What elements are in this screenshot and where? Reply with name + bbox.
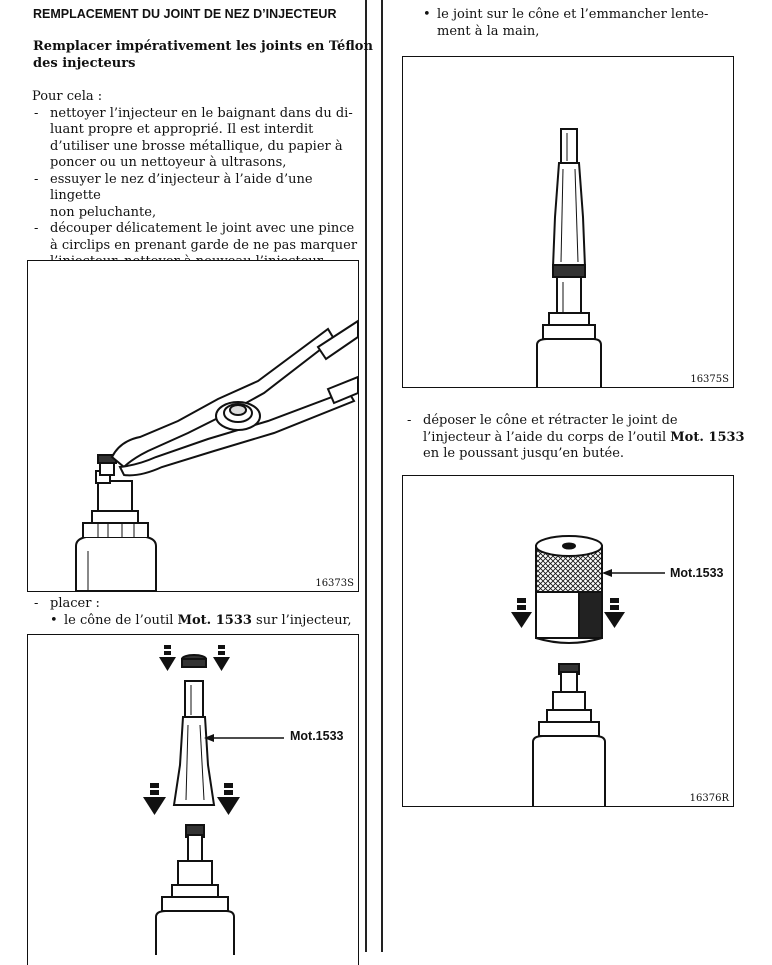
right-step-text — [405, 413, 750, 463]
tool-label: Mot.1533 — [670, 566, 724, 580]
tool-label: Mot.1533 — [290, 729, 344, 743]
joint-cone-illustration — [403, 57, 733, 387]
figure-joint-on-cone — [402, 56, 734, 388]
cone-tool-illustration — [28, 635, 358, 955]
list-line: poncer ou un nettoyeur à ultrasons, — [50, 155, 287, 170]
teflon-warning — [33, 38, 373, 72]
list-line: non peluchante, — [50, 204, 157, 220]
bullet-cone — [32, 613, 362, 630]
cone-text: le cône de l’outil — [64, 612, 178, 628]
step-text: l’injecteur à l’aide du corps de l’outil — [423, 429, 671, 445]
right-top-text — [405, 7, 745, 40]
joint-line-2: ment à la main, — [437, 23, 540, 39]
procedure-text — [32, 89, 362, 271]
pliers-injector-illustration — [28, 261, 358, 591]
section-heading: REMPLACEMENT DU JOINT DE NEZ D’INJECTEUR — [33, 7, 337, 21]
list-line: - nettoyer l’injecteur en le baignant dans du di- — [50, 105, 353, 121]
list-line: à circlips en prenant garde de ne pas marquer — [50, 237, 358, 253]
cone-text-end: sur l’injecteur, — [251, 612, 352, 628]
list-line: d’utiliser une brosse métallique, du papier à — [50, 138, 343, 154]
teflon-warning-line-1: Remplacer impérativement les joints en Téflon — [33, 39, 373, 54]
figure-pliers — [27, 260, 359, 592]
list-item-wipe — [32, 172, 362, 222]
intro-text: Pour cela : — [32, 89, 103, 104]
tool-ref: Mot. 1533 — [177, 612, 252, 628]
tool-body-illustration — [403, 476, 733, 806]
figure-reference: 16373S — [315, 578, 354, 589]
step-line-3: en le poussant jusqu’en butée. — [423, 446, 625, 461]
column-divider-right — [381, 0, 383, 952]
figure-tool-body — [402, 475, 734, 807]
tool-ref: Mot. 1533 — [670, 429, 745, 445]
column-divider-left — [365, 0, 367, 952]
figure-reference: 16375S — [690, 374, 729, 385]
step-line-2 — [423, 430, 750, 447]
bullet-joint — [405, 7, 745, 40]
list-line: luant propre et approprié. Il est interdit — [50, 122, 314, 137]
step-line-1: - déposer le cône et rétracter le joint de — [423, 413, 678, 428]
list-item-clean — [32, 106, 362, 172]
list-item-placer: - placer : — [32, 596, 362, 613]
teflon-warning-line-2: des injecteurs — [33, 56, 136, 71]
figure-cone-tool — [27, 634, 359, 965]
list-item-deposer — [405, 413, 750, 463]
list-line: - essuyer le nez d’injecteur à l’aide d’une lingette — [50, 171, 313, 203]
figure-reference: 16376R — [689, 793, 729, 804]
placer-text — [32, 596, 362, 629]
joint-line-1: • le joint sur le cône et l’emmancher lente- — [437, 7, 709, 22]
list-line: - découper délicatement le joint avec une pince — [50, 221, 355, 236]
